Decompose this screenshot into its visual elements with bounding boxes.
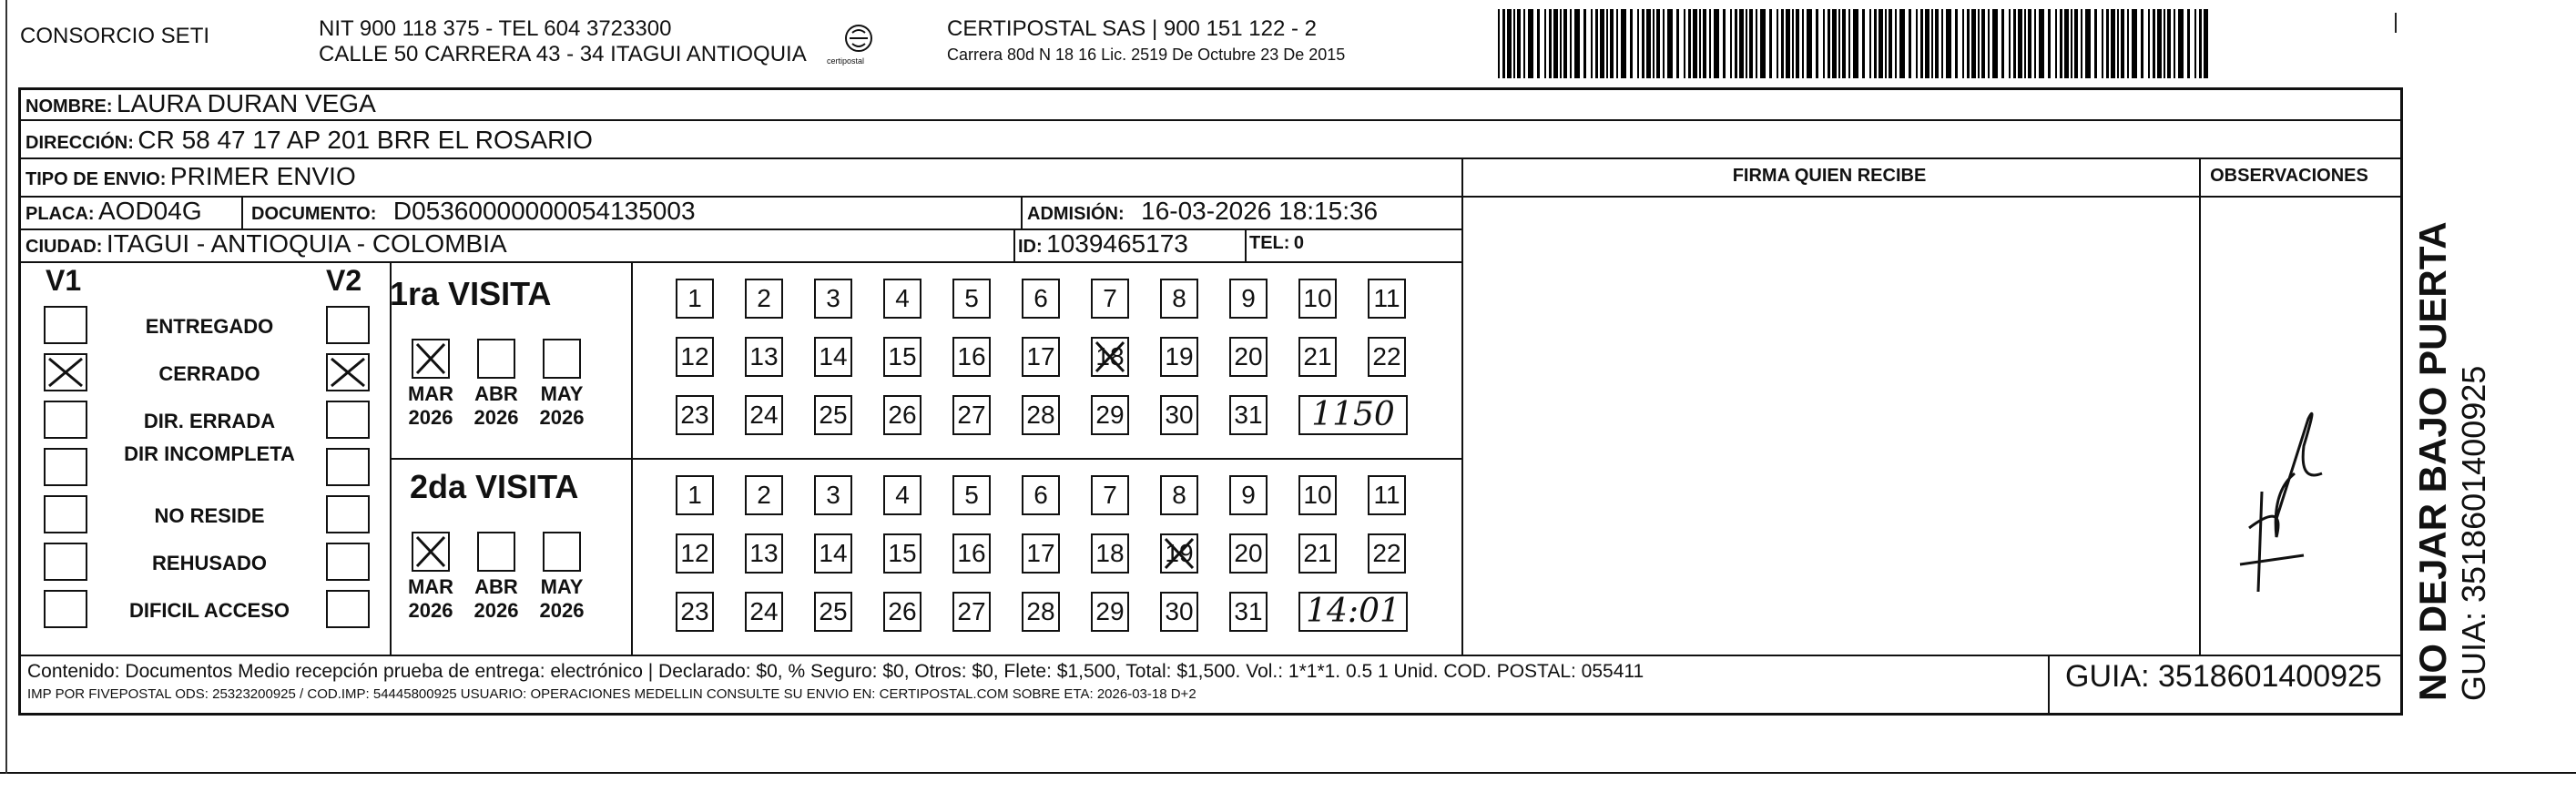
tel-label: TEL: bbox=[1249, 233, 1290, 253]
barcode-bar bbox=[2194, 9, 2196, 78]
imp-line: IMP POR FIVEPOSTAL ODS: 25323200925 / COD.IMP: 54445800925 USUARIO: OPERACIONES MEDELLIN CONSULTE SU ENVIO EN: CERTIPOSTAL.COM SOBRE ETA: 2026-03-18 D+2 bbox=[27, 686, 1196, 702]
check-mark-icon bbox=[413, 533, 448, 570]
barcode-bar bbox=[1544, 9, 1546, 78]
ciudad-label: CIUDAD: bbox=[25, 237, 103, 257]
tipo-envio-row bbox=[25, 162, 356, 191]
status-label-dir-errada: DIR. ERRADA bbox=[143, 410, 276, 432]
barcode-bar bbox=[1676, 9, 1679, 78]
nombre-value: LAURA DURAN VEGA bbox=[117, 89, 376, 117]
tel-value: 0 bbox=[1293, 233, 1305, 253]
company-contact bbox=[319, 16, 807, 67]
barcode-bar bbox=[1823, 9, 1825, 78]
barcode-bar bbox=[2048, 9, 2051, 78]
barcode-bar bbox=[1895, 9, 1897, 78]
visit2-day-27[interactable]: 27 bbox=[952, 592, 991, 632]
barcode-bar bbox=[1992, 9, 1998, 78]
barcode-bar bbox=[1777, 9, 1778, 78]
guia-footer: GUIA: 3518601400925 bbox=[2065, 659, 2382, 694]
status-label-dir-incompleta: DIR INCOMPLETA bbox=[124, 442, 295, 465]
visit1-day-4[interactable]: 4 bbox=[883, 279, 921, 319]
barcode-bar bbox=[2187, 9, 2190, 78]
visit2-day-20[interactable]: 20 bbox=[1229, 533, 1268, 574]
barcode-bar bbox=[1563, 9, 1567, 78]
barcode-bar bbox=[1730, 9, 1732, 78]
v1-checkbox-dir-errada[interactable] bbox=[44, 401, 87, 439]
firma-header: FIRMA QUIEN RECIBE bbox=[1732, 166, 1927, 186]
side-label bbox=[2411, 221, 2493, 701]
id-label: ID: bbox=[1018, 237, 1043, 257]
barcode-bar bbox=[2153, 9, 2155, 78]
visit2-day-17[interactable]: 17 bbox=[1022, 533, 1060, 574]
barcode-bar bbox=[1756, 9, 1757, 78]
visit2-day-19[interactable]: 19 bbox=[1160, 533, 1198, 574]
barcode-bar bbox=[2039, 9, 2044, 78]
barcode bbox=[1498, 9, 2208, 78]
visit1-day-9[interactable]: 9 bbox=[1229, 279, 1268, 319]
barcode-bar bbox=[1967, 9, 1970, 78]
placa-value: AOD04G bbox=[98, 197, 202, 225]
visit1-day-23[interactable]: 23 bbox=[676, 395, 714, 435]
v2-checkbox-dificil-acceso[interactable] bbox=[326, 590, 370, 628]
visit1-title: 1ra VISITA bbox=[390, 275, 552, 312]
check-mark-icon bbox=[328, 355, 368, 390]
visit1-day-8[interactable]: 8 bbox=[1160, 279, 1198, 319]
visit2-day-11[interactable]: 11 bbox=[1368, 475, 1406, 515]
barcode-bar bbox=[2024, 9, 2026, 78]
barcode-bar bbox=[2081, 9, 2082, 78]
page-bottom-line bbox=[0, 772, 2576, 774]
barcode-bar bbox=[1816, 9, 1818, 78]
barcode-bar bbox=[1570, 9, 1572, 78]
barcode-bar bbox=[1735, 9, 1737, 78]
barcode-bar bbox=[1848, 9, 1850, 78]
visit1-day-21[interactable]: 21 bbox=[1298, 337, 1337, 377]
barcode-bar bbox=[1853, 9, 1858, 78]
barcode-bar bbox=[1663, 9, 1665, 78]
barcode-bar bbox=[1885, 9, 1887, 78]
barcode-bar bbox=[1781, 9, 1784, 78]
barcode-bar bbox=[2148, 9, 2150, 78]
visit1-day-29[interactable]: 29 bbox=[1091, 395, 1129, 435]
ciudad-value: ITAGUI - ANTIOQUIA - COLOMBIA bbox=[106, 229, 507, 258]
license-line: Carrera 80d N 18 16 Lic. 2519 De Octubre 23 De 2015 bbox=[947, 46, 1346, 64]
barcode-bar bbox=[1637, 9, 1639, 78]
barcode-bar bbox=[1699, 9, 1701, 78]
barcode-bar bbox=[1723, 9, 1726, 78]
documento-row bbox=[251, 197, 696, 226]
barcode-bar bbox=[1792, 9, 1794, 78]
placa-label: PLACA: bbox=[25, 204, 95, 224]
visit2-day-12[interactable]: 12 bbox=[676, 533, 714, 574]
ciudad-row bbox=[25, 229, 507, 259]
tipo-envio-label: TIPO DE ENVIO: bbox=[25, 169, 167, 189]
barcode-bar bbox=[1537, 9, 1540, 78]
barcode-bar bbox=[1760, 9, 1766, 78]
barcode-bar bbox=[1796, 9, 1799, 78]
v1-checkbox-no-reside[interactable] bbox=[44, 495, 87, 533]
barcode-bar bbox=[1714, 9, 1719, 78]
barcode-bar bbox=[2164, 9, 2165, 78]
barcode-bar bbox=[2071, 9, 2072, 78]
barcode-bar bbox=[1621, 9, 1626, 78]
visit2-day-9[interactable]: 9 bbox=[1229, 475, 1268, 515]
visit2-day-10[interactable]: 10 bbox=[1298, 475, 1337, 515]
v1-checkbox-entregado[interactable] bbox=[44, 306, 87, 344]
visit1-day-28[interactable]: 28 bbox=[1022, 395, 1060, 435]
barcode-bar bbox=[1941, 9, 1943, 78]
barcode-bar bbox=[2102, 9, 2103, 78]
barcode-bar bbox=[2055, 9, 2057, 78]
month-checkbox-may[interactable] bbox=[543, 339, 581, 379]
barcode-bar bbox=[1988, 9, 1990, 78]
visit1-day-31[interactable]: 31 bbox=[1229, 395, 1268, 435]
barcode-bar bbox=[1693, 9, 1697, 78]
barcode-bar bbox=[1920, 9, 1923, 78]
barcode-bar bbox=[1502, 9, 1505, 78]
barcode-bar bbox=[1962, 9, 1964, 78]
barcode-bar bbox=[1523, 9, 1525, 78]
visit2-day-4[interactable]: 4 bbox=[883, 475, 921, 515]
barcode-bar bbox=[2204, 9, 2208, 78]
visit1-day-10[interactable]: 10 bbox=[1298, 279, 1337, 319]
barcode-bar bbox=[1869, 9, 1871, 78]
barcode-bar bbox=[1616, 9, 1618, 78]
observaciones-header: OBSERVACIONES bbox=[2210, 166, 2368, 186]
barcode-bar bbox=[2018, 9, 2022, 78]
month-checkbox-abr[interactable] bbox=[477, 532, 515, 572]
barcode-bar bbox=[1517, 9, 1521, 78]
barcode-bar bbox=[2117, 9, 2119, 78]
barcode-bar bbox=[2199, 9, 2202, 78]
barcode-bar bbox=[1916, 9, 1918, 78]
visit2-day-26[interactable]: 26 bbox=[883, 592, 921, 632]
barcode-bar bbox=[1879, 9, 1883, 78]
visit1-day-20[interactable]: 20 bbox=[1229, 337, 1268, 377]
barcode-bar bbox=[2085, 9, 2091, 78]
nombre-row bbox=[25, 89, 376, 118]
visit2-day-25[interactable]: 25 bbox=[814, 592, 852, 632]
id-row bbox=[1018, 229, 1188, 259]
visit1-day-1[interactable]: 1 bbox=[676, 279, 714, 319]
tel-row bbox=[1249, 233, 1304, 254]
documento-label: DOCUMENTO: bbox=[251, 204, 377, 224]
barcode-bar bbox=[2127, 9, 2129, 78]
visit1-day-27[interactable]: 27 bbox=[952, 395, 991, 435]
visit1-day-17[interactable]: 17 bbox=[1022, 337, 1060, 377]
logo-text: certipostal bbox=[827, 56, 865, 66]
id-value: 1039465173 bbox=[1046, 229, 1188, 258]
visit2-day-28[interactable]: 28 bbox=[1022, 592, 1060, 632]
barcode-bar bbox=[1595, 9, 1598, 78]
status-label-rehusado: REHUSADO bbox=[152, 552, 267, 574]
visit2-day-23[interactable]: 23 bbox=[676, 592, 714, 632]
nombre-label: NOMBRE: bbox=[25, 96, 113, 117]
v2-checkbox-rehusado[interactable] bbox=[326, 543, 370, 581]
barcode-bar bbox=[1946, 9, 1951, 78]
visit1-day-11[interactable]: 11 bbox=[1368, 279, 1406, 319]
barcode-bar bbox=[1528, 9, 1533, 78]
barcode-bar bbox=[1889, 9, 1892, 78]
visit1-day-14[interactable]: 14 bbox=[814, 337, 852, 377]
status-label-dificil-acceso: DIFICIL ACCESO bbox=[128, 599, 290, 622]
barcode-bar bbox=[2157, 9, 2162, 78]
barcode-bar bbox=[1739, 9, 1744, 78]
visit1-day-2[interactable]: 2 bbox=[745, 279, 783, 319]
month-checkbox-may[interactable] bbox=[543, 532, 581, 572]
visit1-time-box[interactable]: 1150 bbox=[1298, 395, 1408, 435]
barcode-bar bbox=[1925, 9, 1929, 78]
direccion-value: CR 58 47 17 AP 201 BRR EL ROSARIO bbox=[137, 126, 593, 154]
visit2-day-16[interactable]: 16 bbox=[952, 533, 991, 574]
status-label-entregado: ENTREGADO bbox=[145, 315, 274, 338]
barcode-bar bbox=[1838, 9, 1840, 78]
barcode-bar bbox=[1981, 9, 1985, 78]
tipo-envio-value: PRIMER ENVIO bbox=[169, 162, 356, 190]
side-warning: NO DEJAR BAJO PUERTA bbox=[2411, 221, 2454, 701]
barcode-bar bbox=[1749, 9, 1753, 78]
month-checkbox-mar[interactable] bbox=[412, 532, 450, 572]
visit1-day-7[interactable]: 7 bbox=[1091, 279, 1129, 319]
visit1-day-3[interactable]: 3 bbox=[814, 279, 852, 319]
v1-checkbox-dificil-acceso[interactable] bbox=[44, 590, 87, 628]
barcode-bar bbox=[2174, 9, 2175, 78]
visit1-day-5[interactable]: 5 bbox=[952, 279, 991, 319]
barcode-bar bbox=[1656, 9, 1660, 78]
v2-header: V2 bbox=[326, 264, 362, 297]
barcode-bar bbox=[1909, 9, 1911, 78]
visit2-day-7[interactable]: 7 bbox=[1091, 475, 1129, 515]
direccion-row bbox=[25, 126, 593, 155]
barcode-bar bbox=[1786, 9, 1790, 78]
status-label-cerrado: CERRADO bbox=[158, 362, 260, 385]
barcode-bar bbox=[1955, 9, 1958, 78]
barcode-bar bbox=[2132, 9, 2137, 78]
barcode-bar bbox=[1842, 9, 1846, 78]
visit2-day-18[interactable]: 18 bbox=[1091, 533, 1129, 574]
v1-checkbox-dir-incompleta[interactable] bbox=[44, 448, 87, 486]
barcode-bar bbox=[2060, 9, 2062, 78]
visit2-day-21[interactable]: 21 bbox=[1298, 533, 1337, 574]
visit2-day-29[interactable]: 29 bbox=[1091, 592, 1129, 632]
barcode-bar bbox=[2178, 9, 2184, 78]
admision-label: ADMISIÓN: bbox=[1027, 204, 1125, 224]
barcode-bar bbox=[1828, 9, 1830, 78]
visit2-day-6[interactable]: 6 bbox=[1022, 475, 1060, 515]
barcode-bar bbox=[1606, 9, 1608, 78]
visit2-day-24[interactable]: 24 bbox=[745, 592, 783, 632]
barcode-bar bbox=[1498, 9, 1500, 78]
barcode-bar bbox=[1600, 9, 1604, 78]
barcode-bar bbox=[1832, 9, 1837, 78]
barcode-bar bbox=[2009, 9, 2011, 78]
v1-checkbox-cerrado[interactable] bbox=[44, 353, 87, 391]
company-name: CONSORCIO SETI bbox=[20, 24, 210, 48]
barcode-bar bbox=[1862, 9, 1865, 78]
visit2-day-31[interactable]: 31 bbox=[1229, 592, 1268, 632]
placa-row bbox=[25, 197, 202, 226]
visit2-time-box[interactable]: 14:01 bbox=[1298, 592, 1408, 632]
barcode-bar bbox=[1630, 9, 1633, 78]
month-checkbox-abr[interactable] bbox=[477, 339, 515, 379]
barcode-bar bbox=[1709, 9, 1711, 78]
barcode-bar bbox=[1591, 9, 1593, 78]
barcode-bar bbox=[1802, 9, 1804, 78]
month-label: MAY 2026 bbox=[539, 382, 585, 429]
visit2-day-15[interactable]: 15 bbox=[883, 533, 921, 574]
barcode-bar bbox=[1684, 9, 1685, 78]
barcode-bar bbox=[1807, 9, 1812, 78]
check-mark-icon bbox=[1162, 535, 1196, 572]
check-mark-icon bbox=[1093, 339, 1127, 375]
barcode-bar bbox=[2034, 9, 2036, 78]
month-checkbox-mar[interactable] bbox=[412, 339, 450, 379]
admision-row bbox=[1027, 197, 1378, 226]
barcode-bar bbox=[1507, 9, 1512, 78]
side-guia: GUIA: 3518601400925 bbox=[2455, 365, 2492, 701]
barcode-bar bbox=[1560, 9, 1562, 78]
barcode-bar bbox=[2064, 9, 2069, 78]
barcode-bar bbox=[1583, 9, 1586, 78]
v2-checkbox-entregado[interactable] bbox=[326, 306, 370, 344]
month-label: MAR 2026 bbox=[407, 382, 454, 429]
barcode-bar bbox=[2094, 9, 2097, 78]
month-label: ABR 2026 bbox=[473, 575, 519, 622]
visit1-day-25[interactable]: 25 bbox=[814, 395, 852, 435]
barcode-bar bbox=[1874, 9, 1877, 78]
barcode-bar bbox=[2028, 9, 2031, 78]
visit2-day-5[interactable]: 5 bbox=[952, 475, 991, 515]
barcode-bar bbox=[2106, 9, 2109, 78]
direccion-label: DIRECCIÓN: bbox=[25, 133, 134, 153]
barcode-bar bbox=[2121, 9, 2124, 78]
visit1-day-15[interactable]: 15 bbox=[883, 337, 921, 377]
visit1-day-18[interactable]: 18 bbox=[1091, 337, 1129, 377]
barcode-bar bbox=[2111, 9, 2115, 78]
barcode-bar bbox=[2141, 9, 2143, 78]
barcode-bar bbox=[1971, 9, 1976, 78]
barcode-bar bbox=[1549, 9, 1552, 78]
barcode-bar bbox=[1688, 9, 1691, 78]
v1-checkbox-rehusado[interactable] bbox=[44, 543, 87, 581]
address-line: CALLE 50 CARRERA 43 - 34 ITAGUI ANTIOQUIA bbox=[319, 42, 807, 66]
visit2-day-22[interactable]: 22 bbox=[1368, 533, 1406, 574]
nit-line: NIT 900 118 375 - TEL 604 3723300 bbox=[319, 16, 672, 41]
barcode-bar bbox=[1746, 9, 1747, 78]
admision-value: 16-03-2026 18:15:36 bbox=[1141, 197, 1379, 225]
v2-checkbox-dir-incompleta[interactable] bbox=[326, 448, 370, 486]
certipostal-line: CERTIPOSTAL SAS | 900 151 122 - 2 bbox=[947, 16, 1317, 41]
barcode-bar bbox=[1899, 9, 1905, 78]
visit2-day-3[interactable]: 3 bbox=[814, 475, 852, 515]
visit1-day-26[interactable]: 26 bbox=[883, 395, 921, 435]
month-label: MAR 2026 bbox=[407, 575, 454, 622]
courier-info bbox=[947, 16, 1345, 67]
barcode-bar bbox=[1574, 9, 1580, 78]
barcode-bar bbox=[1935, 9, 1939, 78]
v2-checkbox-no-reside[interactable] bbox=[326, 495, 370, 533]
check-mark-icon bbox=[413, 340, 448, 377]
barcode-bar bbox=[1703, 9, 1706, 78]
visit1-day-24[interactable]: 24 bbox=[745, 395, 783, 435]
visit1-day-30[interactable]: 30 bbox=[1160, 395, 1198, 435]
contenido-line: Contenido: Documentos Medio recepción prueba de entrega: electrónico | Declarado: $0, % Seguro: $0, Otros: $0, Flete: $1,500, Total: $1,500. Vol.: 1*1*1. 0.5 1 Unid. COD. POSTAL: 055411 bbox=[27, 661, 1644, 682]
visit2-day-13[interactable]: 13 bbox=[745, 533, 783, 574]
documento-value: D05360000000054135003 bbox=[392, 197, 696, 225]
corner-mark bbox=[2395, 13, 2397, 33]
barcode-bar bbox=[1513, 9, 1515, 78]
barcode-bar bbox=[1978, 9, 1980, 78]
visit2-day-8[interactable]: 8 bbox=[1160, 475, 1198, 515]
visit2-day-14[interactable]: 14 bbox=[814, 533, 852, 574]
recipient-signature bbox=[2222, 382, 2331, 601]
barcode-bar bbox=[1646, 9, 1651, 78]
barcode-bar bbox=[1667, 9, 1673, 78]
visit1-day-12[interactable]: 12 bbox=[676, 337, 714, 377]
visit2-day-30[interactable]: 30 bbox=[1160, 592, 1198, 632]
v2-checkbox-cerrado[interactable] bbox=[326, 353, 370, 391]
barcode-bar bbox=[1653, 9, 1655, 78]
visit2-day-1[interactable]: 1 bbox=[676, 475, 714, 515]
page-left-line bbox=[5, 0, 7, 774]
visit2-title: 2da VISITA bbox=[410, 468, 579, 505]
v1-header: V1 bbox=[46, 264, 82, 297]
barcode-bar bbox=[1553, 9, 1558, 78]
barcode-bar bbox=[2074, 9, 2078, 78]
v2-checkbox-dir-errada[interactable] bbox=[326, 401, 370, 439]
visit1-day-13[interactable]: 13 bbox=[745, 337, 783, 377]
visit1-day-22[interactable]: 22 bbox=[1368, 337, 1406, 377]
barcode-bar bbox=[2001, 9, 2004, 78]
barcode-bar bbox=[2013, 9, 2016, 78]
visit1-day-6[interactable]: 6 bbox=[1022, 279, 1060, 319]
status-label-no-reside: NO RESIDE bbox=[154, 504, 265, 527]
visit1-day-16[interactable]: 16 bbox=[952, 337, 991, 377]
barcode-bar bbox=[1931, 9, 1933, 78]
barcode-bar bbox=[1769, 9, 1772, 78]
barcode-bar bbox=[1610, 9, 1614, 78]
check-mark-icon bbox=[46, 355, 86, 390]
visit2-day-2[interactable]: 2 bbox=[745, 475, 783, 515]
visit1-day-19[interactable]: 19 bbox=[1160, 337, 1198, 377]
barcode-bar bbox=[2167, 9, 2171, 78]
month-label: MAY 2026 bbox=[539, 575, 585, 622]
month-label: ABR 2026 bbox=[473, 382, 519, 429]
barcode-bar bbox=[1642, 9, 1644, 78]
